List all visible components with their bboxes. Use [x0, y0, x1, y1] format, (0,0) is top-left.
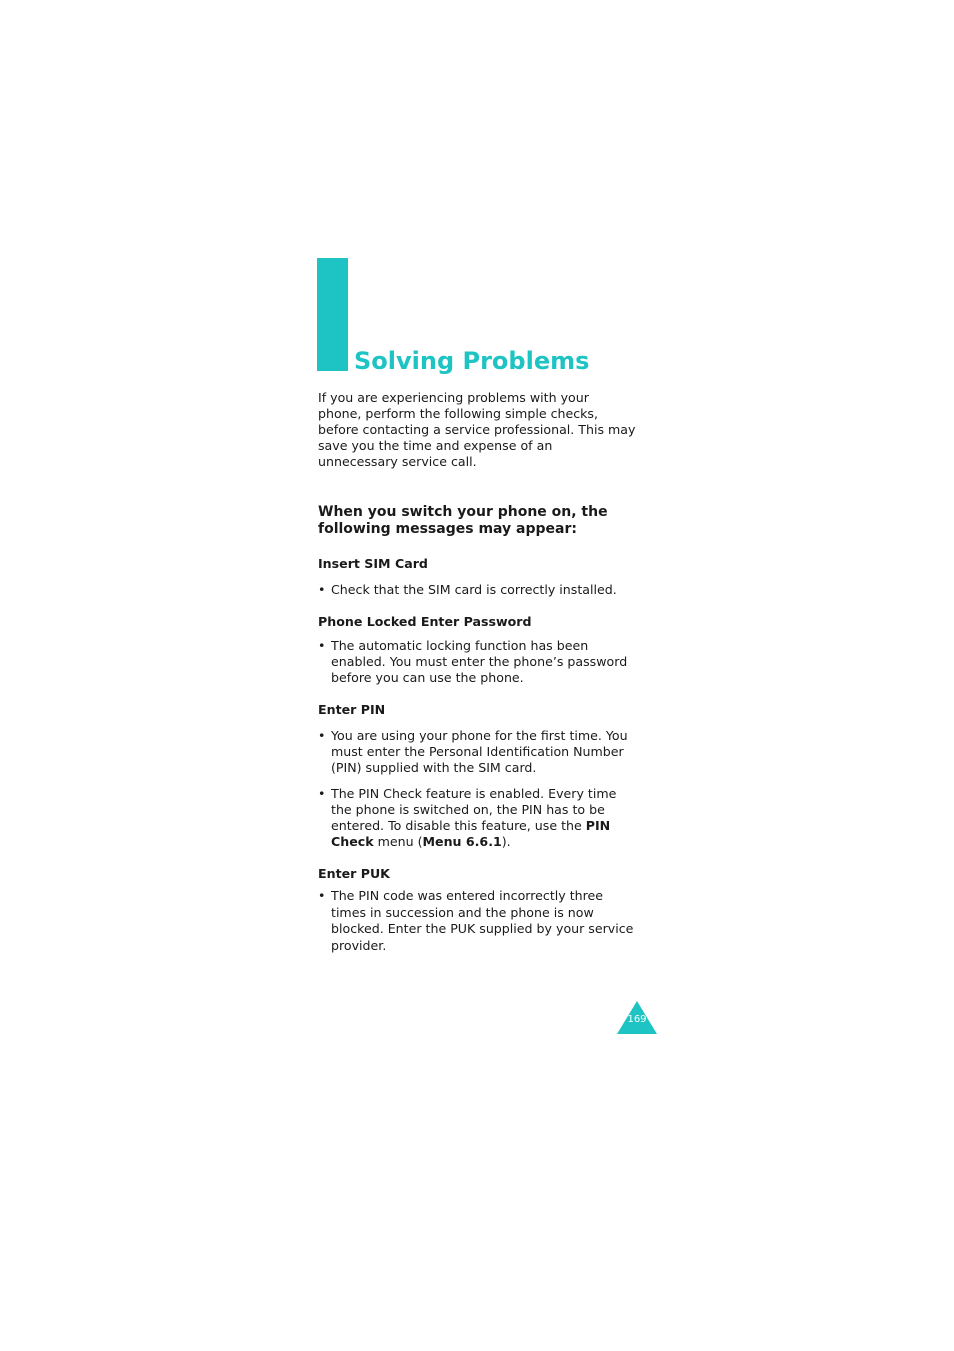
- intro-paragraph: If you are experiencing problems with your phone, perform the following simple checks, before contacting a service professional. This may save you the time and expense of an unnecessary service call.: [318, 390, 636, 469]
- message-title-insert-sim: Insert SIM Card: [318, 556, 428, 571]
- message-bullets-insert-sim: [318, 582, 636, 598]
- list-item: [318, 888, 636, 954]
- message-title-enter-puk: Enter PUK: [318, 866, 390, 881]
- message-bullets-enter-puk: [318, 888, 636, 954]
- message-bullets-phone-locked: [318, 638, 636, 686]
- page-content: [318, 390, 636, 954]
- message-title-enter-pin: Enter PIN: [318, 702, 386, 717]
- page-number: 169: [627, 1014, 647, 1025]
- bullet-icon: •: [318, 582, 326, 597]
- page-title: Solving Problems: [354, 347, 590, 375]
- list-item: [318, 582, 636, 598]
- bullet-icon: •: [318, 728, 326, 743]
- bullet-text: Check that the SIM card is correctly installed.: [331, 582, 617, 597]
- bullet-text: The automatic locking function has been enabled. You must enter the phone’s password before you can use the phone.: [331, 638, 628, 685]
- bullet-icon: •: [318, 786, 326, 801]
- bullet-icon: •: [318, 638, 326, 653]
- page-number-badge: [617, 1001, 657, 1034]
- list-item: [318, 638, 636, 686]
- list-item: [318, 728, 636, 776]
- bullet-icon: •: [318, 888, 326, 903]
- list-item: [318, 786, 636, 850]
- menu-name-pin-check: PIN Check: [331, 818, 611, 849]
- message-title-phone-locked: Phone Locked Enter Password: [318, 614, 532, 629]
- bullet-text: The PIN Check feature is enabled. Every time the phone is switched on, the PIN has to be entered. To disable this feature, use the PIN Check menu (Menu 6.6.1).: [331, 786, 617, 849]
- bullet-text: The PIN code was entered incorrectly three times in succession and the phone is now blocked. Enter the PUK supplied by your service provider.: [331, 888, 634, 953]
- bullet-text: You are using your phone for the first time. You must enter the Personal Identification Number (PIN) supplied with the SIM card.: [331, 728, 628, 775]
- message-bullets-enter-pin: [318, 728, 636, 850]
- title-accent-bar: [317, 258, 348, 371]
- menu-number: Menu 6.6.1: [422, 834, 502, 849]
- section-heading: When you switch your phone on, the following messages may appear:: [318, 504, 608, 537]
